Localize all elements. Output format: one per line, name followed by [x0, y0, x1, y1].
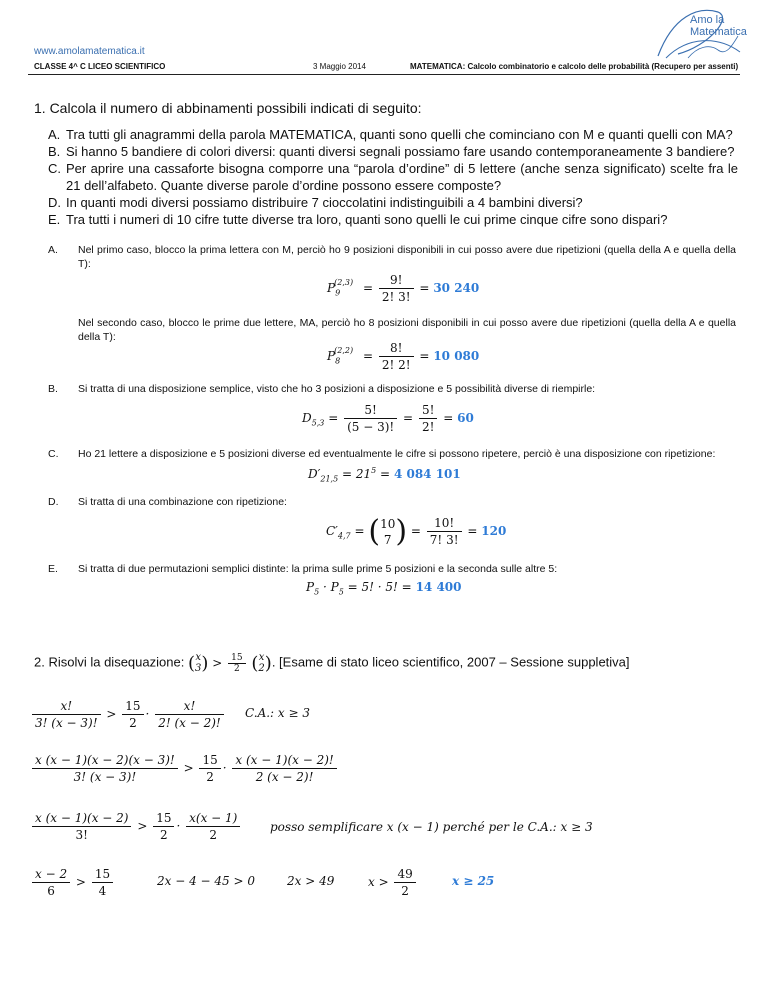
formula-d: $C'_{4,7} = (10$ 7 ) = $\frac{10!}{7! 3!}$ = 120: [326, 514, 507, 549]
step-6: 2x > 49: [287, 874, 335, 888]
exercise1-title: 1. Calcola il numero di abbinamenti possibili indicati di seguito:: [34, 100, 422, 116]
result-e: 14 400: [415, 580, 462, 594]
solution-e: [48, 562, 736, 576]
solution-text: Ho 21 lettere a disposizione e 5 posizioni diverse ed eventualmente le cifre si possono ripetere, perciò è una disposizione con ripetizione:: [78, 448, 716, 460]
class-label: CLASSE 4^ C LICEO SCIENTIFICO: [34, 62, 166, 71]
solution-d: [48, 495, 736, 509]
solution-text: Si tratta di due permutazioni semplici distinte: la prima sulle prime 5 posizioni e la seconda sulle altre 5:: [78, 563, 558, 575]
step-5: 2x − 4 − 45 > 0: [157, 874, 255, 888]
item-text: In quanti modi diversi possiamo distribuire 7 cioccolatini indistinguibili a 4 bambini diversi?: [66, 195, 583, 210]
result-b: 60: [457, 411, 474, 425]
exercise2-prefix: 2. Risolvi la disequazione:: [34, 654, 185, 670]
list-item: [48, 211, 738, 228]
solution-letter: D.: [48, 496, 59, 508]
logo-text-2: Matematica: [690, 26, 747, 38]
step-7: x > $\frac{49}{2}$: [368, 866, 418, 899]
logo: [648, 6, 747, 60]
step-3: $\frac{x (x - 1)(x - 2)}{3!}$ > $\frac{15}{2}$ · $\frac{x(x - 1)}{2}$: [30, 810, 242, 843]
formula-c: $D'_{21,5} = 21^5 = 4$ 084 101: [308, 466, 461, 484]
result-d: 120: [481, 524, 507, 538]
solution-text: Si tratta di una disposizione semplice, visto che ho 3 posizioni a disposizione e 5 possibilità diverse di riempirle:: [78, 383, 596, 395]
solution-c: [48, 447, 736, 461]
list-item: [48, 160, 738, 194]
solution-letter: A.: [48, 244, 58, 256]
final-result: x ≥ 25: [452, 874, 495, 888]
solution-a: [48, 243, 736, 271]
solution-text: Si tratta di una combinazione con ripetizione:: [78, 496, 287, 508]
item-text: Tra tutti i numeri di 10 cifre tutte diverse tra loro, quanti sono quelli le cui prime cinque cifre sono dispari?: [66, 212, 668, 227]
formula-e: $P_5 \cdot P_5 = 5$! · 5! = 14 400: [306, 580, 462, 597]
formula-a1: $P_9^{(2,3)}$ = $\frac{9!}{2! 3!}$ = 30 240: [327, 273, 480, 304]
date-label: 3 Maggio 2014: [313, 62, 366, 71]
item-letter: B.: [48, 144, 61, 159]
formula-b: $D_{5,3}$ = $\frac{5!}{(5 - 3)!}$ = $\frac{5!}{2!}$ = 60: [302, 403, 474, 434]
solution-letter: B.: [48, 383, 58, 395]
step-4: $\frac{x - 2}{6}$ > $\frac{15}{4}$: [30, 866, 115, 899]
exercise2-suffix: . [Esame di stato liceo scientifico, 2007 – Sessione suppletiva]: [271, 654, 630, 670]
list-item: [48, 143, 738, 160]
solution-a-text2: Nel secondo caso, blocco le prime due lettere, MA, perciò ho 8 posizioni disponibili in cui posso avere due ripetizioni (quella della A e quella della T):: [78, 317, 736, 343]
item-text: Tra tutti gli anagrammi della parola MATEMATICA, quanti sono quelli che cominciano con M e quanti quelli con MA?: [66, 127, 733, 142]
site-url: www.amolamatematica.it: [34, 46, 145, 57]
solution-b: [48, 382, 736, 396]
exercise2-title: 2. Risolvi la disequazione: (x 3) > $\frac{15}{2}$ (x 2). [Esame di stato liceo scientifico, 2007 – Sessione suppletiva]: [34, 652, 630, 674]
solution-letter: C.: [48, 448, 59, 460]
header-divider: [28, 74, 740, 75]
item-text: Si hanno 5 bandiere di colori diversi: quanti diversi segnali possiamo fare usando contemporaneamente 3 bandiere?: [66, 144, 735, 159]
item-letter: D.: [48, 195, 61, 210]
item-letter: A.: [48, 127, 61, 142]
list-item: [48, 126, 738, 143]
subject-label: MATEMATICA: Calcolo combinatorio e calcolo delle probabilità (Recupero per assenti): [410, 62, 739, 71]
existence-condition: C.A.: x ≥ 3: [245, 706, 310, 720]
step-2: $\frac{x (x - 1)(x - 2)(x - 3)!}{3! (x - 3)!}$ > $\frac{15}{2}$ · $\frac{x (x - 1)(x - 2)!}{2 (x - 2)!}$: [30, 752, 339, 785]
exercise1-list: [48, 126, 738, 228]
item-letter: C.: [48, 161, 61, 176]
solution-letter: E.: [48, 563, 58, 575]
logo-text-1: Amo la: [690, 14, 725, 26]
step-1: $\frac{x!}{3! (x - 3)!}$ > $\frac{15}{2}$ · $\frac{x!}{2! (x - 2)!}$: [30, 698, 226, 731]
item-letter: E.: [48, 212, 61, 227]
formula-a2: $P_8^{(2,2)}$ = $\frac{8!}{2! 2!}$ = 10 080: [327, 341, 480, 372]
simplify-note: posso semplificare x (x − 1) perché per le C.A.: x ≥ 3: [270, 820, 593, 834]
result-c: 4 084 101: [393, 467, 461, 481]
list-item: [48, 194, 738, 211]
item-text: Per aprire una cassaforte bisogna comporre una “parola d’ordine” di 5 lettere (anche senza significato) scelte fra le 21 dell’alfabeto. Quante diverse parole d’ordine possono essere composte?: [66, 161, 738, 193]
result-a2: 10 080: [433, 349, 480, 363]
solution-text: Nel primo caso, blocco la prima lettera con M, perciò ho 9 posizioni disponibili in cui posso avere due ripetizioni (quella della A e quella della T):: [78, 244, 736, 270]
result-a1: 30 240: [433, 281, 480, 295]
